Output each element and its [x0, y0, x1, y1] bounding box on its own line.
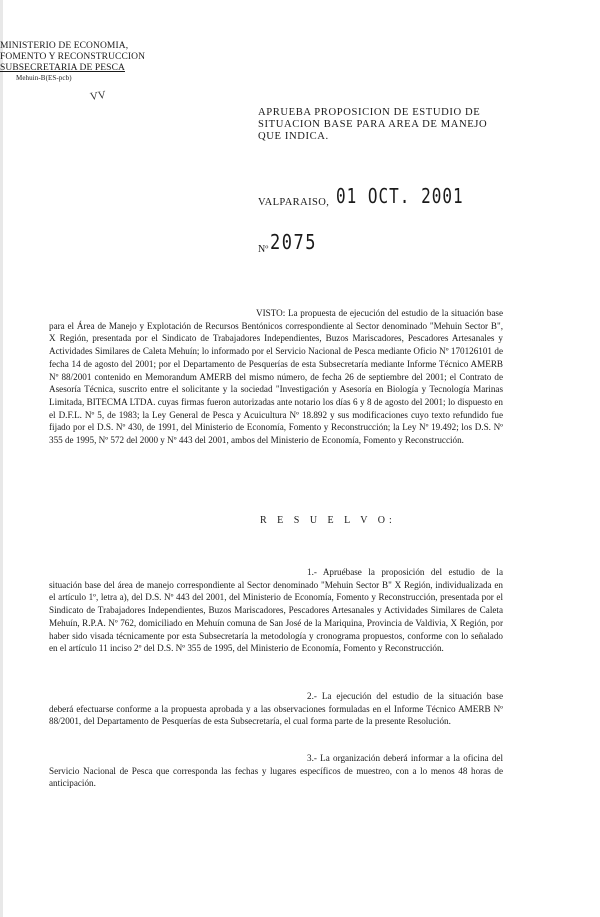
header-line-fomento: FOMENTO Y RECONSTRUCCION: [0, 52, 146, 62]
header-reference-code: Mehuin-B(ES-pcb): [16, 74, 72, 82]
date-stamp: 01 OCT. 2001: [336, 184, 464, 208]
item-1-text: 1.- Apruébase la proposición del estudio de la situación base del área de manejo correspondiente al Sector denominado "Mehuin Sector B" X Región, individualizada en el artículo 1º, letra a), del D.S. Nº 443 del 2001, del Ministerio de Economía, Fomento y Reconstrucción, presentada por el Sindicato de Trabajadores Independientes, Buzos Mariscadores, Pescadores Artesanales y Actividades Similares de Caleta Mehuín, R.P.A. Nº 762, domiciliado en Mehuín comuna de San José de la Mariquina, Provincia de Valdivia, X Región, por haber sido visada técnicamente por esta Subsecretaría la metodología y cronograma propuestos, conforme con lo señalado en el artículo 11 inciso 2º del D.S. Nº 355 de 1995, del Ministerio de Economía, Fomento y Reconstrucción.: [49, 567, 503, 654]
number-label: Nº: [258, 244, 269, 255]
item-3-paragraph: [49, 752, 503, 790]
resolution-number-stamp: 2075: [270, 231, 317, 255]
ministry-header: [0, 41, 145, 83]
header-line-ministry: MINISTERIO DE ECONOMIA,: [0, 41, 129, 51]
scan-edge: [0, 0, 3, 917]
place-label: VALPARAISO,: [258, 197, 330, 208]
visto-text: VISTO: La propuesta de ejecución del estudio de la situación base para el Área de Manejo y Explotación de Recursos Bentónicos correspondiente al Sector denominado "Mehuin Sector B", X Región, presentada por el Sindicato de Trabajadores Independientes, Buzos Mariscadores, Pescadores Artesanales y Actividades Similares de Caleta Mehuín; lo informado por el Servicio Nacional de Pesca mediante Oficio Nº 170126101 de fecha 14 de agosto del 2001; por el Departamento de Pesquerías de esta Subsecretaría mediante Informe Técnico AMERB Nº 88/2001 contenido en Memorandum AMERB del mismo número, de fecha 26 de septiembre del 2001; el Contrato de Asesoría Técnica, suscrito entre el solicitante y la sociedad "Investigación y Asesoría en Biología y Tecnología Marinas Limitada, BITECMA LTDA. cuyas firmas fueron autorizadas ante notario los días 6 y 8 de agosto del 2001; lo dispuesto en el D.F.L. Nº 5, de 1983; la Ley General de Pesca y Acuicultura Nº 18.892 y sus modificaciones cuyo texto refundido fue fijado por el D.S. Nº 430, de 1991, del Ministerio de Economía, Fomento y Reconstrucción; la Ley Nº 19.492; los D.S. Nº 355 de 1995, Nº 572 del 2000 y Nº 443 del 2001, ambos del Ministerio de Economía, Fomento y Reconstrucción.: [49, 308, 503, 446]
header-line-subsecretaria: SUBSECRETARIA DE PESCA: [0, 63, 125, 73]
visto-paragraph: [49, 307, 503, 447]
item-2-text: 2.- La ejecución del estudio de la situación base deberá efectuarse conforme a la propuesta aprobada y a las observaciones formuladas en el Informe Técnico AMERB Nº 88/2001, del Departamento de Pesquerías de esta Subsecretaría, el cual forma parte de la presente Resolución.: [49, 691, 503, 727]
handwritten-initials: VV: [89, 88, 107, 104]
item-1-paragraph: [49, 566, 503, 655]
item-3-text: 3.- La organización deberá informar a la oficina del Servicio Nacional de Pesca que corresponda las fechas y lugares específicos de muestreo, con a lo menos 48 horas de anticipación.: [49, 753, 503, 789]
resuelvo-heading: R E S U E L V O:: [260, 515, 396, 526]
document-title: APRUEBA PROPOSICION DE ESTUDIO DE SITUACION BASE PARA AREA DE MANEJO QUE INDICA.: [258, 107, 488, 142]
item-2-paragraph: [49, 690, 503, 728]
